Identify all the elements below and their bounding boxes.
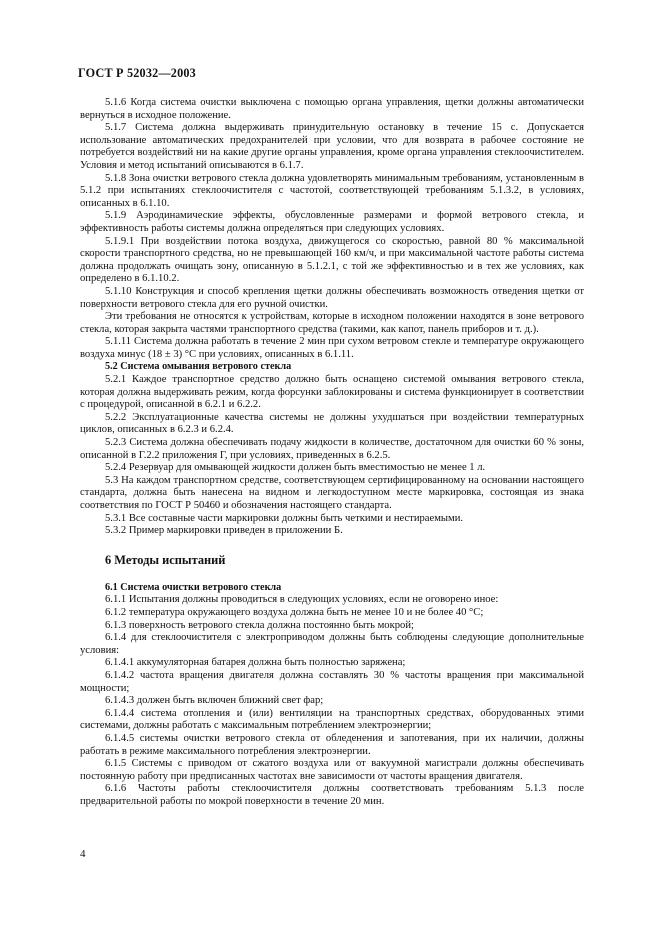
paragraph: 5.1.9 Аэродинамические эффекты, обусловленные размерами и формой ветрового стекла, и эффективность работы системы должна определяться при следующих условиях. [80,210,584,234]
paragraph: 6.1.1 Испытания должны проводиться в следующих условиях, если не оговорено иное: [105,594,499,606]
doc-header: ГОСТ Р 52032—2003 [78,66,196,80]
paragraph: 6.1.5 Системы с приводом от сжатого воздуха или от вакуумной магистрали должны обеспечивать постоянную работу при предписанных частотах вне зависимости от частоты вращения двигателя. [80,758,584,782]
paragraph: 5.3.2 Пример маркировки приведен в приложении Б. [105,525,343,537]
paragraph: 6.1.2 температура окружающего воздуха должна быть не менее 10 и не более 40 °С; [105,606,484,618]
paragraph: 5.1.8 Зона очистки ветрового стекла должна удовлетворять минимальным требованиям, установленным в 5.1.2 при испытаниях стеклоочистителя с частотой, соответствующей требованиям 5.1.3.2, в условиях, описанных в 6.1.10. [80,172,584,209]
paragraph: 5.1.7 Система должна выдерживать принудительную остановку в течение 15 с. Допускается использование автоматических предохранителей при условии, что для возврата в рабочее состояние не потребуется воздействий ни на какие другие органы управления, кроме органа управления стеклоочистителем. Условия и метод испытаний описываются в 6.1.7. [80,122,584,171]
paragraph: 5.3.1 Все составные части маркировки должны быть четкими и нестираемыми. [105,512,464,524]
paragraph: 5.1.10 Конструкция и способ крепления щетки должны обеспечивать возможность отведения щетки от поверхности ветрового стекла для его ручной очистки. [80,285,584,310]
subsection-heading: 6.1 Система очистки ветрового стекла [105,581,282,593]
paragraph: 5.2.1 Каждое транспортное средство должно быть оснащено системой омывания ветрового стекла, которая должна выдерживать режим, когда форсунки заблокированы и система функционирует в соответствии с процедурой, описанной в 6.2.1 и 6.2.2. [80,374,584,411]
paragraph: Эти требования не относятся к устройствам, которые в исходном положении находятся в зоне ветрового стекла, которая закрыта частями транспортного средства (такими, как капот, панель приборов и т. д.). [80,311,584,335]
page-number: 4 [80,848,86,860]
document-body [80,97,584,808]
paragraph: 6.1.4.1 аккумуляторная батарея должна быть полностью заряжена; [105,657,406,669]
paragraph: 5.3 На каждом транспортном средстве, соответствующем сертифицированному на основании настоящего стандарта, должна быть нанесена на видном и легкодоступном месте маркировка, состоящая из знака соответствия по ГОСТ Р 50460 и обозначения настоящего стандарта. [80,474,584,511]
paragraph: 5.1.11 Система должна работать в течение 2 мин при сухом ветровом стекле и температуре окружающего воздуха минус (18 ± 3) °С при условиях, описанных в 6.1.11. [80,336,584,360]
paragraph: 5.2.3 Система должна обеспечивать подачу жидкости в количестве, достаточном для очистки 60 % зоны, описанной в Г.2.2 приложения Г, при условиях, приведенных в 6.2.5. [80,437,584,461]
paragraph: 5.1.9.1 При воздействии потока воздуха, движущегося со скоростью, равной 80 % максимальной скорости транспортного средства, но не превышающей 160 км/ч, и при максимальной частоте работы система должна продолжать очищать зону, описанную в 5.1.2.1, с той же эффективностью и в тех же условиях, как определено в 6.1.10.2. [80,235,584,285]
paragraph: 6.1.4 для стеклоочистителя с электроприводом должны быть соблюдены следующие дополнительные условия: [80,632,584,656]
paragraph: 6.1.4.2 частота вращения двигателя должна составлять 30 % частоты вращения при максимальной мощности; [80,669,584,694]
section-heading: 6 Методы испытаний [105,552,226,567]
paragraph: 5.2.2 Эксплуатационные качества системы не должны ухудшаться при воздействии температурных циклов, описанных в 6.2.3 и 6.2.4. [80,411,584,436]
paragraph: 6.1.4.4 система отопления и (или) вентиляции на транспортных средствах, оборудованных этими системами, должны работать с максимальным потреблением электроэнергии; [80,707,584,732]
subsection-heading: 5.2 Система омывания ветрового стекла [105,361,292,373]
paragraph: 6.1.6 Частоты работы стеклоочистителя должны соответствовать требованиям 5.1.3 после предварительной работы по мокрой поверхности в течение 20 мин. [80,783,584,807]
paragraph: 6.1.3 поверхность ветрового стекла должна постоянно быть мокрой; [105,619,414,631]
paragraph: 5.1.6 Когда система очистки выключена с помощью органа управления, щетки должны автоматически вернуться в исходное положение. [80,97,584,121]
paragraph: 6.1.4.3 должен быть включен ближний свет фар; [105,695,324,707]
paragraph: 5.2.4 Резервуар для омывающей жидкости должен быть вместимостью не менее 1 л. [105,462,486,474]
paragraph: 6.1.4.5 системы очистки ветрового стекла от обледенения и запотевания, при их наличии, должны работать в режиме максимального потребления электроэнергии. [80,732,584,757]
